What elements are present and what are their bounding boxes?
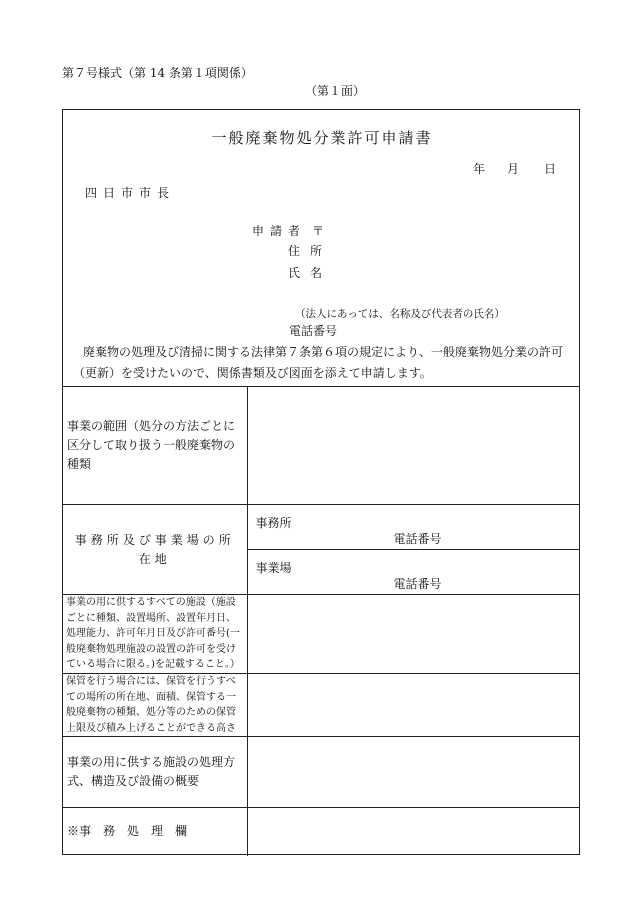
- scope-label: 事業の範囲（処分の方法ごとに区分して取り扱う一般廃棄物の種類: [63, 387, 247, 505]
- table-row: [63, 737, 579, 808]
- document-title: 一般廃棄物処分業許可申請書: [211, 129, 433, 147]
- application-details-table: [63, 386, 579, 856]
- application-form: [62, 109, 580, 855]
- application-statement: 廃棄物の処理及び清掃に関する法律第７条第６項の規定により、一般廃棄物処分業の許可（更新）を受けたいので、関係書類及び図面を添えて申請します。: [73, 345, 564, 380]
- facilities-label: 事業の用に供するすべての施設（施設ごとに種類、設置場所、設置年月日、処理能力、許可年月日及び許可番号(一般廃棄物処理施設の設置の許可を受けている場合に限る。)を記載すること。）: [63, 595, 247, 674]
- table-row: [63, 808, 579, 856]
- table-row: [63, 387, 579, 505]
- applicant-label: 申請者: [252, 224, 307, 238]
- name-label: 氏名: [288, 266, 333, 280]
- office-cell[interactable]: [248, 505, 580, 550]
- office-use-label: ※事 務 処 理 欄: [63, 808, 247, 856]
- method-value[interactable]: [247, 737, 579, 808]
- table-row: [63, 595, 579, 674]
- storage-value[interactable]: [247, 674, 579, 737]
- location-label: 事務所及び事業場の所在地: [63, 505, 247, 595]
- table-row: [63, 505, 579, 595]
- facilities-value[interactable]: [247, 595, 579, 674]
- addressee: 四日市市長: [85, 186, 176, 200]
- office-label: 事務所: [255, 516, 292, 530]
- storage-label: 保管を行う場合には、保管を行うすべての場所の所在地、面積、保管する一般廃棄物の種類、処分等のための保管上限及び積み上げることができる高さ: [63, 674, 247, 737]
- applicant-phone-label: 電話番号: [289, 324, 338, 338]
- site-phone-label: 電話番号: [393, 577, 442, 591]
- postal-mark: 〒: [312, 224, 325, 238]
- date-day-label: 日: [544, 162, 557, 176]
- date-year-label: 年: [473, 162, 486, 176]
- table-row: [63, 674, 579, 737]
- location-value: [247, 505, 579, 595]
- date-month-label: 月: [507, 162, 520, 176]
- address-label: 住所: [288, 244, 333, 258]
- office-use-value: [247, 808, 579, 856]
- site-cell[interactable]: [248, 550, 580, 594]
- site-label: 事業場: [255, 561, 292, 575]
- scope-value[interactable]: [247, 387, 579, 505]
- method-label: 事業の用に供する施設の処理方式、構造及び設備の概要: [63, 737, 247, 808]
- page-number: （第１面）: [305, 84, 366, 98]
- office-phone-label: 電話番号: [393, 532, 442, 546]
- form-number: 第７号様式（第 14 条第１項関係）: [62, 66, 253, 80]
- corporation-note: （法人にあっては、名称及び代表者の氏名）: [295, 308, 505, 320]
